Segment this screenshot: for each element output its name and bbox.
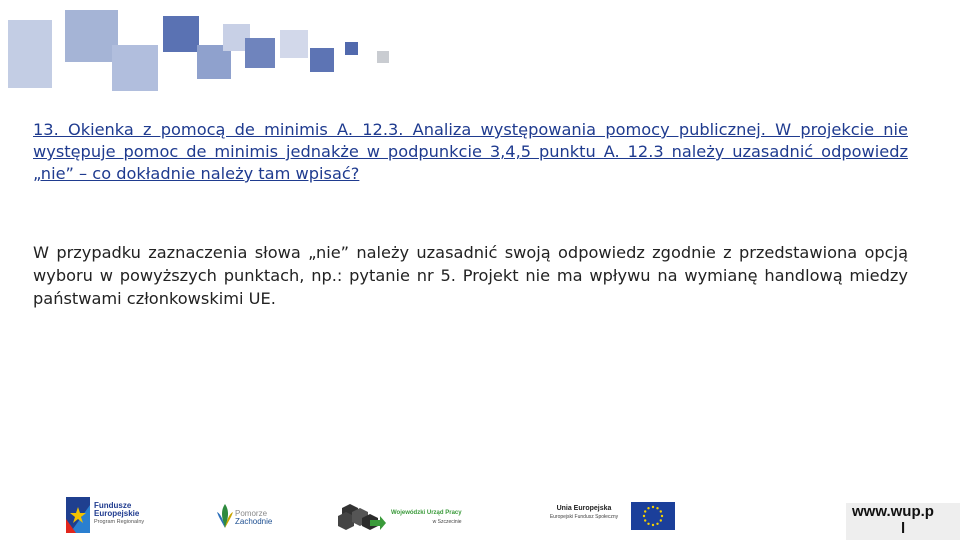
wup-blocks-icon [336,502,386,532]
deco-square [65,10,118,62]
ue-line2: Europejski Fundusz Społeczny [549,514,619,520]
deco-square [280,30,308,58]
deco-square [163,16,199,52]
footer-logos [0,490,960,540]
wup-line2: w Szczecinie [432,519,462,525]
deco-square [112,45,158,91]
wup-logo [336,498,486,534]
deco-square [345,42,358,55]
question-text: 13. Okienka z pomocą de minimis A. 12.3. Analiza występowania pomocy publicznej. W projekcie nie występuje pomoc de minimis jednakże w podpunkcie 3,4,5 punktu A. 12.3 należy uzasadnić odpowiedz „nie” – co dokładnie należy tam wpisać? [33,120,908,183]
pomorze-zachodnie-logo [213,500,283,534]
website-url-text[interactable]: www.wup.p [852,503,934,520]
deco-square [8,20,52,88]
pomorze-line2: Zachodnie [235,517,273,526]
pomorze-flower-icon [213,502,237,530]
fundusze-star-icon [66,497,90,533]
website-url[interactable] [846,503,960,540]
eu-flag-icon [631,502,675,530]
fundusze-line1: Fundusze [94,501,132,510]
deco-square [310,48,334,72]
answer-text: W przypadku zaznaczenia słowa „nie” należy uzasadnić swoją odpowiedz zgodnie z przedstawiona opcją wyboru w powyższych punktach, np.: pytanie nr 5. Projekt nie ma wpływu na wymianę handlową miedzy państwami członkowskimi UE. [33,243,908,308]
deco-square [245,38,275,68]
unia-europejska-logo [540,500,680,532]
wup-line1: Wojewódzki Urząd Pracy [391,510,462,516]
ue-line1: Unia Europejska [556,505,612,512]
website-url-wrap: l [901,520,906,537]
fundusze-line2: Europejskie [94,509,140,518]
fundusze-europejskie-logo [66,495,156,535]
deco-square [377,51,389,63]
pomorze-line1: Pomorze [235,509,268,518]
fundusze-line3: Program Regionalny [94,519,145,525]
